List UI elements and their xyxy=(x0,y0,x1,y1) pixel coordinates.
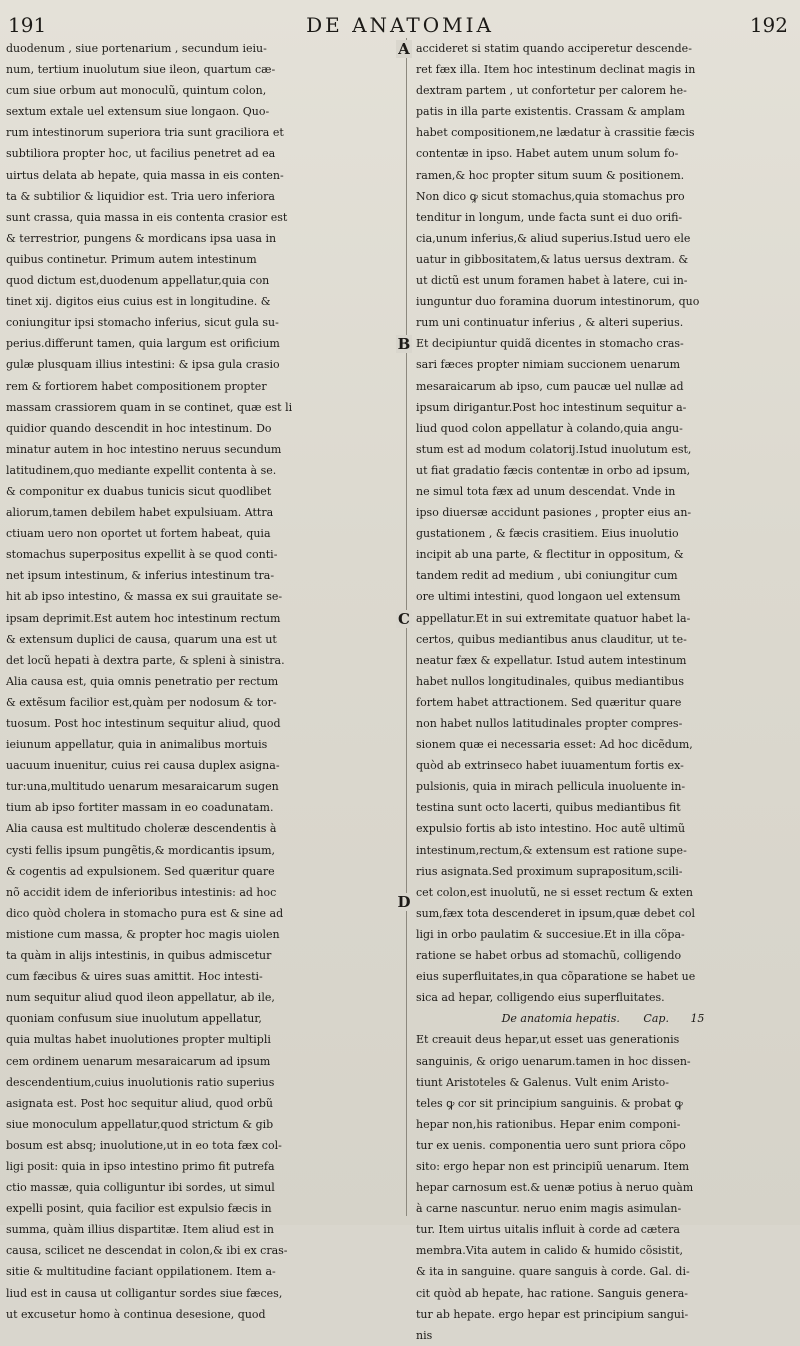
text-line: ctio massæ, quia colliguntur ibi sordes, ut simul xyxy=(6,1181,275,1195)
text-line: contentæ in ipso. Habet autem unum solum fo- xyxy=(416,147,679,161)
text-line: asignata est. Post hoc sequitur aliud, quod orbũ xyxy=(6,1096,274,1110)
text-line: Alia causa est multitudo choleræ descendentis à xyxy=(6,822,277,836)
text-line: quibus continetur. Primum autem intestinum xyxy=(6,252,257,266)
text-line: tur:una,multitudo uenarum mesaraicarum sugen xyxy=(6,780,279,794)
text-line: & terrestrior, pungens & mordicans ipsa uasa in xyxy=(6,231,277,245)
margin-marker-d: D xyxy=(397,893,411,911)
text-line: ore ultimi intestini, quod longaon uel extensum xyxy=(416,590,681,604)
text-line: accideret si statim quando acciperetur descende- xyxy=(416,42,692,55)
text-line: pulsionis, quia in mirach pellicula inuoluente in- xyxy=(416,780,686,794)
chapter-text-line: hepar carnosum est.& uenæ potius à neruo quàm xyxy=(416,1181,694,1195)
text-line: gustationem , & fæcis crasitiem. Eius inuolutio xyxy=(416,527,679,541)
text-line: & extensum duplici de causa, quarum una est ut xyxy=(6,632,277,646)
text-line: ramen,& hoc propter situm suum & positionem. xyxy=(416,168,685,182)
text-line: intestinum,rectum,& extensum est ratione supe- xyxy=(416,843,687,857)
text-line: minatur autem in hoc intestino neruus secundum xyxy=(6,442,282,456)
text-line: siue monoculum appellatur,quod strictum & gib xyxy=(6,1117,274,1131)
text-line: appellatur.Et in sui extremitate quatuor habet la- xyxy=(416,611,691,625)
text-line: habet nullos longitudinales, quibus mediantibus xyxy=(416,674,685,688)
text-line: neatur fæx & expellatur. Istud autem intestinum xyxy=(416,653,687,667)
text-line: aliorum,tamen debilem habet expulsiuam. Attra xyxy=(6,506,274,520)
chapter-text-line: hepar non,his rationibus. Hepar enim componi- xyxy=(416,1117,681,1131)
text-line: stum est ad modum colatorij.Istud inuolutum est, xyxy=(416,442,692,456)
chapter-text-line: membra.Vita autem in calido & humido cõsistit, xyxy=(416,1244,683,1258)
text-line: ipsam deprimit.Est autem hoc intestinum rectum xyxy=(6,611,281,625)
text-line: sica ad hepar, colligendo eius superfluitates. xyxy=(416,991,665,1005)
text-line: cum siue orbum aut monoculũ, quintum colon, xyxy=(6,84,267,98)
text-line: ne simul tota fæx ad unum descendat. Vnde in xyxy=(416,484,676,498)
text-line: quidior quando descendit in hoc intestinum. Do xyxy=(6,421,272,435)
text-line: uatur in gibbositatem,& latus uersus dextram. & xyxy=(416,252,689,266)
text-line: mistione cum massa, & propter hoc magis uiolen xyxy=(6,927,280,941)
text-line: nõ accidit idem de inferioribus intestinis: ad hoc xyxy=(6,885,277,899)
text-line: liud est in causa ut colligantur sordes siue fæces, xyxy=(6,1286,283,1300)
margin-marker-a: A xyxy=(396,40,412,58)
text-line: eius superfluitates,in qua cõparatione se habet ue xyxy=(416,970,696,984)
chapter-body xyxy=(416,1029,790,1345)
text-line: sionem quæ ei necessaria esset: Ad hoc dicẽdum, xyxy=(416,738,693,752)
text-line: incipit ab una parte, & flectitur in oppositum, & xyxy=(416,548,684,562)
chapter-heading xyxy=(416,1008,790,1029)
text-line: coniungitur ipsi stomacho inferius, sicut gula su- xyxy=(6,316,279,330)
text-line: Non dico ꝙ sicut stomachus,quia stomachus pro xyxy=(416,189,685,203)
text-line: rum intestinorum superiora tria sunt graciliora et xyxy=(6,126,284,140)
text-line: sunt crassa, quia massa in eis contenta crasior est xyxy=(6,210,288,224)
text-line: descendentium,cuius inuolutionis ratio superius xyxy=(6,1075,275,1089)
text-line: dico quòd cholera in stomacho pura est & sine ad xyxy=(6,906,284,920)
text-line: ta quàm in alijs intestinis, in quibus admiscetur xyxy=(6,949,272,963)
text-line: sari fæces propter nimiam succionem uenarum xyxy=(416,358,681,372)
text-line: subtiliora propter hoc, ut facilius penetret ad ea xyxy=(6,147,276,161)
chapter-cap-label: Cap. xyxy=(643,1012,669,1026)
margin-marker-b: B xyxy=(397,335,411,353)
text-line: liud quod colon appellatur à colando,quia angu- xyxy=(416,421,683,435)
text-line: num, tertium inuolutum siue ileon, quartum cæ- xyxy=(6,63,276,77)
text-line: ratione se habet orbus ad stomachũ, colligendo xyxy=(416,949,682,963)
text-line: quia multas habet inuolutiones propter multipli xyxy=(6,1033,271,1047)
text-line: net ipsum intestinum, & inferius intestinum tra- xyxy=(6,569,275,583)
text-line: quod dictum est,duodenum appellatur,quia con xyxy=(6,274,270,288)
margin-marker-c: C xyxy=(396,610,412,628)
text-line: expelli posint, quia facilior est expulsio fæcis in xyxy=(6,1202,272,1216)
text-line: habet compositionem,ne lædatur à crassitie fæcis xyxy=(416,126,695,140)
text-line: sitie & multitudine faciant oppilationem. Item a- xyxy=(6,1265,276,1279)
text-line: massam crassiorem quam in se continet, quæ est li xyxy=(6,400,293,414)
text-line: mesaraicarum ab ipso, cum paucæ uel nullæ ad xyxy=(416,379,684,393)
text-line: fortem habet attractionem. Sed quæritur quare xyxy=(416,695,682,709)
text-line: gulæ plusquam illius intestini: & ipsa gula crasio xyxy=(6,358,280,372)
text-line: dextram partem , ut confortetur per calorem he- xyxy=(416,84,687,98)
text-line: certos, quibus mediantibus anus clauditur, ut te- xyxy=(416,632,687,646)
page-header xyxy=(0,10,800,40)
chapter-text-line: tur ex uenis. componentia uero sunt priora cõpo xyxy=(416,1138,686,1152)
text-line: sextum extale uel extensum siue longaon. Quo- xyxy=(6,105,270,119)
chapter-number: 15 xyxy=(690,1012,705,1026)
text-line: stomachus superpositus expellit à se quod conti- xyxy=(6,548,278,562)
text-line: rem & fortiorem habet compositionem propter xyxy=(6,379,267,393)
text-line: cet colon,est inuolutũ, ne si esset rectum & exten xyxy=(416,885,693,899)
chapter-text-line: nis xyxy=(416,1328,433,1342)
chapter-text-line: Et creauit deus hepar,ut esset uas generationis xyxy=(416,1033,680,1047)
chapter-text-line: sito: ergo hepar non est principiũ uenarum. Item xyxy=(416,1159,690,1173)
text-line: hit ab ipso intestino, & massa ex sui grauitate se- xyxy=(6,590,283,604)
page-number-right: 192 xyxy=(749,13,788,37)
text-line: & cogentis ad expulsionem. Sed quæritur quare xyxy=(6,864,275,878)
text-line: latitudinem,quo mediante expellit contenta à se. xyxy=(6,463,277,477)
chapter-text-line: sanguinis, & origo uenarum.tamen in hoc dissen- xyxy=(416,1054,691,1068)
text-line: ieiunum appellatur, quia in animalibus mortuis xyxy=(6,738,268,752)
text-line: iunguntur duo foramina duorum intestinorum, quo xyxy=(416,295,700,309)
chapter-text-line: cit quòd ab hepate, hac ratione. Sanguis genera- xyxy=(416,1286,689,1300)
page-number-left: 191 xyxy=(8,13,47,37)
text-line: ligi in orbo paulatim & succesiue.Et in illa cõpa- xyxy=(416,927,685,941)
text-line: ipsum dirigantur.Post hoc intestinum sequitur a- xyxy=(416,400,687,414)
text-line: patis in illa parte existentis. Crassam & amplam xyxy=(416,105,685,119)
text-line: rum uni continuatur inferius , & alteri superius. xyxy=(416,316,684,330)
text-line: bosum est absq; inuolutione,ut in eo tota fæx col- xyxy=(6,1138,282,1152)
text-line: Alia causa est, quia omnis penetratio per rectum xyxy=(6,674,279,688)
text-line: & componitur ex duabus tunicis sicut quodlibet xyxy=(6,484,272,498)
text-line: ut excusetur homo à continua desesione, quod xyxy=(6,1307,266,1321)
text-line: Et decipiuntur quidã dicentes in stomacho cras- xyxy=(416,337,684,351)
text-line: tandem redit ad medium , ubi coniungitur cum xyxy=(416,569,678,583)
text-line: ta & subtilior & liquidior est. Tria uero inferiora xyxy=(6,189,275,203)
chapter-title: De anatomia hepatis. xyxy=(501,1012,620,1026)
text-line: expulsio fortis ab isto intestino. Hoc autẽ ultimũ xyxy=(416,822,686,836)
running-title: DE ANATOMIA xyxy=(306,13,494,37)
chapter-text-line: tur. Item uirtus uitalis influit à corde ad cætera xyxy=(416,1223,680,1237)
text-line: ut dictũ est unum foramen habet à latere, cui in- xyxy=(416,274,688,288)
text-line: summa, quàm illius dispartitæ. Item aliud est in xyxy=(6,1223,274,1237)
text-line: ipso diuersæ accidunt pasiones , propter eius an- xyxy=(416,506,692,520)
text-line: rius asignata.Sed proximum suprapositum,scili- xyxy=(416,864,683,878)
text-line: tium ab ipso fortiter massam in eo coadunatam. xyxy=(6,801,274,815)
text-line: tenditur in longum, unde facta sunt ei duo orifi- xyxy=(416,210,683,224)
text-line: cysti fellis ipsum pungẽtis,& mordicantis ipsum, xyxy=(6,843,276,857)
text-line: causa, scilicet ne descendat in colon,& ibi ex cras- xyxy=(6,1244,288,1258)
text-line: num sequitur aliud quod ileon appellatur, ab ile, xyxy=(6,991,275,1005)
text-line: perius.differunt tamen, quia largum est orificium xyxy=(6,337,280,351)
text-line: non habet nullos latitudinales propter compres- xyxy=(416,717,683,730)
text-line: tuosum. Post hoc intestinum sequitur aliud, quod xyxy=(6,717,281,730)
right-column-body xyxy=(416,38,790,1008)
chapter-text-line: tur ab hepate. ergo hepar est principium sangui- xyxy=(416,1307,689,1321)
text-line: testina sunt octo lacerti, quibus mediantibus fit xyxy=(416,801,681,815)
chapter-text-line: tiunt Aristoteles & Galenus. Vult enim Aristo- xyxy=(416,1075,669,1089)
text-line: ut fiat gradatio fæcis contentæ in orbo ad ipsum, xyxy=(416,463,691,477)
text-line: det locũ hepati à dextra parte, & spleni à sinistra. xyxy=(6,653,285,667)
right-text-column xyxy=(416,38,790,1342)
text-line: duodenum , siue portenarium , secundum ieiu- xyxy=(6,42,267,55)
chapter-text-line: & ita in sanguine. quare sanguis à corde. Gal. di- xyxy=(416,1265,690,1279)
text-line: ret fæx illa. Item hoc intestinum declinat magis in xyxy=(416,63,696,77)
text-line: & extẽsum facilior est,quàm per nodosum & tor- xyxy=(6,695,277,709)
text-line: cia,unum inferius,& aliud superius.Istud uero ele xyxy=(416,231,691,245)
text-line: uacuum inuenitur, cuius rei causa duplex asigna- xyxy=(6,759,280,773)
text-line: quòd ab extrinseco habet iuuamentum fortis ex- xyxy=(416,759,684,773)
text-line: ligi posit: quia in ipso intestino primo fit putrefa xyxy=(6,1159,275,1173)
text-line: ctiuam uero non oportet ut fortem habeat, quia xyxy=(6,527,271,541)
text-line: cem ordinem uenarum mesaraicarum ad ipsum xyxy=(6,1054,271,1068)
left-text-column xyxy=(6,38,394,1321)
text-line: uirtus delata ab hepate, quia massa in eis conten- xyxy=(6,168,284,182)
chapter-text-line: à carne nascuntur. neruo enim magis asimulan- xyxy=(416,1202,682,1216)
text-line: tinet xij. digitos eius cuius est in longitudine. & xyxy=(6,295,271,309)
text-line: sum,fæx tota descenderet in ipsum,quæ debet col xyxy=(416,906,696,920)
chapter-text-line: teles ꝙ cor sit principium sanguinis. & probat ꝙ xyxy=(416,1096,683,1110)
text-line: cum fæcibus & uires suas amittit. Hoc intesti- xyxy=(6,970,263,984)
text-line: quoniam confusum siue inuolutum appellatur, xyxy=(6,1012,262,1026)
